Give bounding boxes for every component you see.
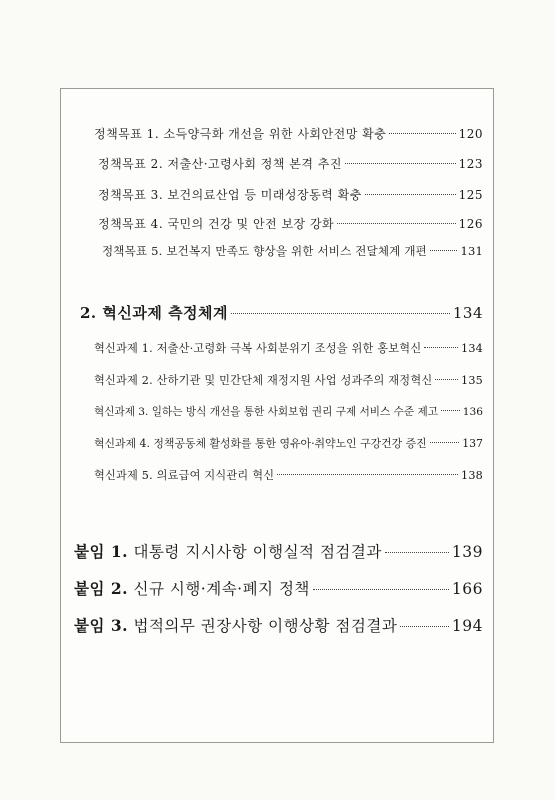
toc-entry-goal-1[interactable] <box>94 125 483 142</box>
toc-entry-label: 정책목표 1. 소득양극화 개선을 위한 사회안전망 확충 <box>94 127 387 141</box>
dot-leader <box>345 163 456 164</box>
dot-leader <box>337 223 455 224</box>
toc-section-2[interactable] <box>80 302 483 323</box>
toc-appendix-3[interactable] <box>74 614 483 636</box>
dot-leader <box>385 552 449 553</box>
dot-leader <box>424 347 458 348</box>
toc-appendix-2[interactable] <box>74 577 483 599</box>
toc-entry-task-5[interactable] <box>94 467 483 483</box>
toc-page-number: 136 <box>462 406 483 418</box>
toc-entry-label: 혁신과제 5. 의료급여 지식관리 혁신 <box>94 469 275 482</box>
dot-leader <box>231 313 450 314</box>
toc-entry-goal-4[interactable] <box>98 215 483 232</box>
toc-entry-label: 혁신과제 3. 일하는 방식 개선을 통한 사회보험 권리 구제 서비스 수준 제고 <box>94 406 438 418</box>
toc-appendix-1[interactable] <box>74 540 483 562</box>
toc-page-number: 134 <box>461 342 483 355</box>
toc-page-number: 123 <box>458 157 483 171</box>
toc-page-number: 131 <box>460 244 483 258</box>
toc-entry-label: 붙임 2. 신규 시행·계속·폐지 정책 <box>74 579 310 598</box>
toc-page-number: 125 <box>458 188 483 202</box>
toc-page-number: 134 <box>452 304 483 322</box>
toc-entry-label: 붙임 1. 대통령 지시사항 이행실적 점검결과 <box>74 542 382 561</box>
toc-entry-task-3[interactable] <box>94 404 483 419</box>
section-title: 2. 혁신과제 측정체계 <box>80 304 229 322</box>
dot-leader <box>430 442 460 443</box>
toc-entry-label: 혁신과제 2. 산하기관 및 민간단체 재정지원 사업 성과주의 재정혁신 <box>94 374 433 387</box>
dot-leader <box>441 410 460 411</box>
toc-entry-goal-5[interactable] <box>102 243 483 259</box>
toc-entry-label: 정책목표 2. 저출산·고령사회 정책 본격 추진 <box>98 157 342 171</box>
toc-entry-label: 혁신과제 1. 저출산·고령화 극복 사회분위기 조성을 위한 홍보혁신 <box>94 342 422 355</box>
dot-leader <box>435 379 458 380</box>
toc-entry-task-2[interactable] <box>94 372 483 388</box>
toc-page-number: 194 <box>451 617 483 635</box>
toc-page-number: 138 <box>461 469 483 482</box>
toc-entry-label: 정책목표 4. 국민의 건강 및 안전 보장 강화 <box>98 217 335 231</box>
toc-page-number: 137 <box>462 437 483 450</box>
dot-leader <box>389 133 455 134</box>
dot-leader <box>430 250 457 251</box>
toc-page-number: 166 <box>451 580 483 598</box>
dot-leader <box>313 589 449 590</box>
toc-page-number: 126 <box>458 217 483 231</box>
toc-entry-label: 혁신과제 4. 정책공동체 활성화를 통한 영유아·취약노인 구강건강 증진 <box>94 437 427 450</box>
dot-leader <box>400 626 449 627</box>
toc-page-number: 135 <box>461 374 483 387</box>
toc-page-number: 120 <box>458 127 483 141</box>
toc-entry-goal-3[interactable] <box>98 186 483 203</box>
toc-page-number: 139 <box>451 543 483 561</box>
toc-entry-task-1[interactable] <box>94 340 483 356</box>
toc-entry-label: 붙임 3. 법적의무 권장사항 이행상황 점검결과 <box>74 616 398 635</box>
dot-leader <box>365 194 456 195</box>
toc-entry-label: 정책목표 3. 보건의료산업 등 미래성장동력 확충 <box>98 188 362 202</box>
toc-page <box>60 88 494 743</box>
toc-entry-goal-2[interactable] <box>98 155 483 172</box>
toc-entry-task-4[interactable] <box>94 435 483 451</box>
toc-entry-label: 정책목표 5. 보건복지 만족도 향상을 위한 서비스 전달체계 개편 <box>102 244 427 258</box>
dot-leader <box>277 474 458 475</box>
